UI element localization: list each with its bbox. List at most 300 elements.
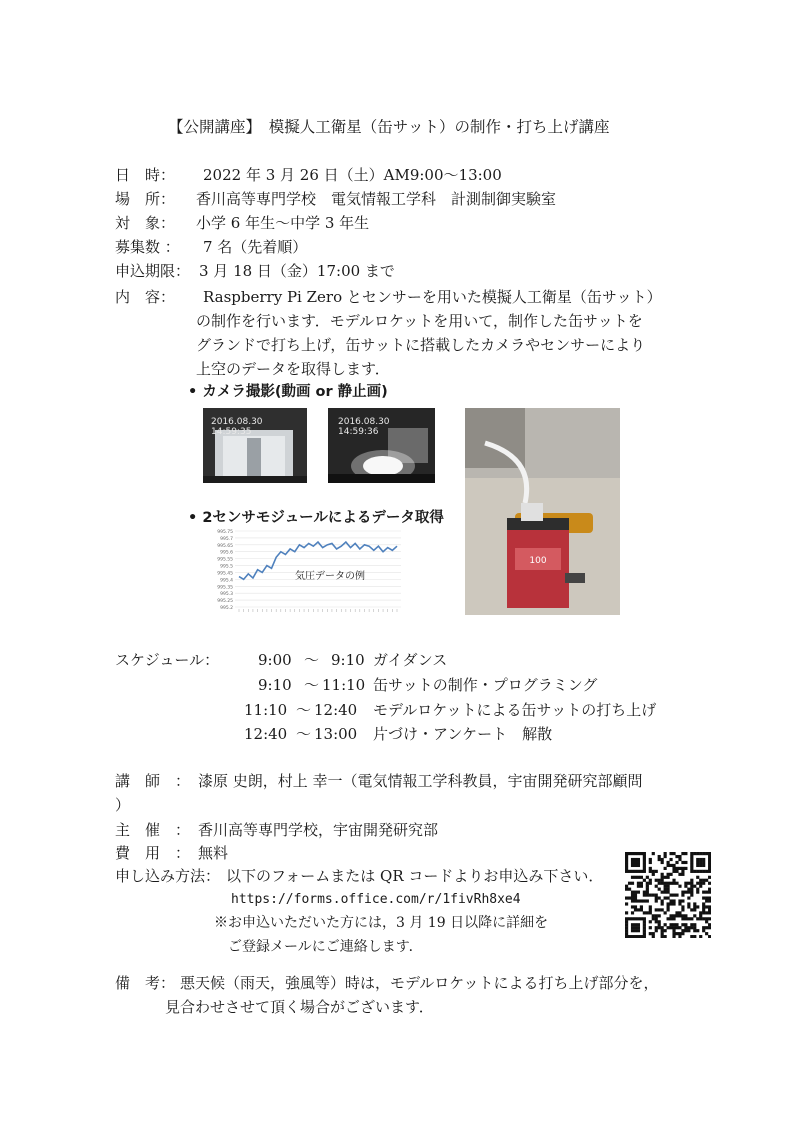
qr-module: [681, 914, 684, 917]
qr-module: [702, 870, 705, 873]
photo-1-timestamp: 2016.08.30 14:59:35: [211, 417, 272, 437]
qr-module: [640, 899, 643, 902]
schedule-row-2-start: 9:10: [258, 676, 292, 694]
qr-module: [646, 876, 649, 879]
qr-module: [702, 905, 705, 908]
qr-module: [643, 870, 646, 873]
qr-module: [672, 879, 675, 882]
qr-module: [681, 917, 684, 920]
chart-y-tick-label: 995.65: [217, 543, 233, 549]
qr-module: [678, 911, 681, 914]
qr-module: [678, 899, 681, 902]
qr-module: [672, 926, 675, 929]
chart-y-tick-label: 995.5: [220, 564, 233, 570]
qr-module: [637, 929, 640, 932]
schedule-row-2-sep: 〜: [304, 676, 320, 694]
schedule-row-2-desc: 缶サットの制作・プログラミング: [373, 676, 598, 694]
qr-module: [687, 926, 690, 929]
qr-module: [675, 861, 678, 864]
qr-module: [637, 935, 640, 938]
qr-module: [693, 935, 696, 938]
qr-module: [646, 899, 649, 902]
content-line-3: グランドで打ち上げ，缶サットに搭載したカメラやセンサーにより: [196, 336, 646, 354]
qr-module: [643, 894, 646, 897]
qr-module: [625, 864, 628, 867]
qr-module: [646, 911, 649, 914]
qr-module: [637, 923, 640, 926]
target-value: 小学 6 年生～中学 3 年生: [196, 214, 370, 232]
qr-module: [658, 882, 661, 885]
qr-module: [637, 899, 640, 902]
qr-module: [681, 923, 684, 926]
camera-heading: • カメラ撮影(動画 or 静止画): [188, 384, 388, 400]
qr-module: [661, 929, 664, 932]
qr-module: [640, 885, 643, 888]
qr-module: [658, 858, 661, 861]
date-value: 2022 年 3 月 26 日（土）AM9:00～13:00: [203, 166, 502, 184]
qr-module: [649, 858, 652, 861]
qr-module: [669, 858, 672, 861]
qr-module: [658, 855, 661, 858]
qr-module: [705, 891, 708, 894]
qr-module: [664, 852, 667, 855]
qr-module: [649, 870, 652, 873]
qr-module: [705, 911, 708, 914]
qr-module: [631, 929, 634, 932]
camera-photo-1: [203, 408, 307, 483]
qr-module: [708, 855, 711, 858]
qr-module: [681, 929, 684, 932]
qr-module: [640, 908, 643, 911]
qr-module: [667, 861, 670, 864]
qr-module: [631, 917, 634, 920]
qr-module: [637, 885, 640, 888]
qr-module: [649, 861, 652, 864]
qr-module: [678, 858, 681, 861]
qr-module: [631, 891, 634, 894]
qr-module: [655, 908, 658, 911]
qr-module: [681, 870, 684, 873]
qr-module: [646, 894, 649, 897]
qr-module: [643, 858, 646, 861]
qr-module: [667, 902, 670, 905]
chart-y-tick-label: 995.45: [217, 571, 233, 577]
qr-module: [690, 923, 693, 926]
qr-module: [672, 929, 675, 932]
qr-module: [652, 870, 655, 873]
qr-module: [708, 876, 711, 879]
qr-module: [672, 852, 675, 855]
qr-module: [634, 876, 637, 879]
qr-module: [661, 882, 664, 885]
qr-module: [687, 902, 690, 905]
qr-module: [634, 929, 637, 932]
qr-module: [705, 920, 708, 923]
qr-module: [669, 899, 672, 902]
qr-module: [696, 917, 699, 920]
qr-module: [690, 891, 693, 894]
qr-module: [669, 902, 672, 905]
qr-module: [655, 894, 658, 897]
qr-module: [667, 864, 670, 867]
qr-module: [672, 935, 675, 938]
qr-module: [661, 899, 664, 902]
fee-label: 費 用 ：: [115, 844, 191, 862]
content-line-1: Raspberry Pi Zero とセンサーを用いた模擬人工衛星（缶サット）: [203, 288, 662, 306]
qr-module: [637, 917, 640, 920]
qr-module: [661, 876, 664, 879]
qr-module: [634, 923, 637, 926]
schedule-row-3-desc: モデルロケットによる缶サットの打ち上げ: [373, 701, 657, 719]
qr-module: [652, 873, 655, 876]
lecturer-line-1: 漆原 史朗，村上 幸一（電気情報工学科教員，宇宙開発研究部顧問: [198, 772, 643, 790]
qr-module: [678, 855, 681, 858]
qr-module: [631, 861, 634, 864]
qr-module: [634, 926, 637, 929]
qr-module: [643, 864, 646, 867]
apply-url[interactable]: https://forms.office.com/r/1fivRh8xe4: [231, 892, 521, 907]
qr-module: [705, 852, 708, 855]
qr-module: [631, 935, 634, 938]
qr-module: [690, 855, 693, 858]
qr-module: [669, 914, 672, 917]
qr-module: [640, 882, 643, 885]
qr-module: [643, 920, 646, 923]
qr-module: [672, 882, 675, 885]
qr-module: [646, 891, 649, 894]
qr-module: [708, 899, 711, 902]
qr-module: [631, 911, 634, 914]
qr-module: [675, 911, 678, 914]
qr-module: [669, 926, 672, 929]
apply-value: 以下のフォームまたは QR コードよりお申込み下さい．: [226, 867, 604, 885]
qr-module: [634, 891, 637, 894]
chart-caption: 気圧データの例: [295, 571, 365, 582]
qr-module: [667, 905, 670, 908]
qr-module: [631, 882, 634, 885]
qr-code[interactable]: [625, 852, 711, 938]
qr-module: [625, 932, 628, 935]
qr-module: [661, 861, 664, 864]
qr-module: [687, 888, 690, 891]
qr-module: [634, 861, 637, 864]
qr-module: [649, 932, 652, 935]
qr-module: [658, 920, 661, 923]
qr-module: [667, 888, 670, 891]
qr-module: [699, 852, 702, 855]
chart-y-tick-label: 995.4: [220, 578, 233, 584]
qr-module: [690, 861, 693, 864]
qr-module: [669, 882, 672, 885]
qr-module: [664, 882, 667, 885]
qr-module: [675, 882, 678, 885]
qr-module: [708, 852, 711, 855]
qr-module: [643, 929, 646, 932]
qr-module: [661, 902, 664, 905]
qr-module: [699, 882, 702, 885]
qr-module: [681, 852, 684, 855]
qr-module: [643, 899, 646, 902]
qr-module: [672, 864, 675, 867]
qr-module: [628, 935, 631, 938]
qr-module: [643, 861, 646, 864]
qr-module: [693, 885, 696, 888]
qr-module: [625, 852, 628, 855]
qr-module: [681, 899, 684, 902]
qr-module: [625, 867, 628, 870]
qr-module: [631, 876, 634, 879]
chart-y-tick-label: 995.3: [220, 592, 233, 598]
qr-module: [631, 864, 634, 867]
qr-module: [681, 873, 684, 876]
qr-module: [708, 926, 711, 929]
can-label: 100: [529, 556, 547, 566]
qr-module: [702, 902, 705, 905]
qr-module: [625, 896, 628, 899]
qr-module: [690, 882, 693, 885]
qr-module: [655, 917, 658, 920]
schedule-row-1-desc: ガイダンス: [373, 651, 448, 669]
qr-module: [699, 914, 702, 917]
qr-module: [631, 926, 634, 929]
chart-y-tick-label: 995.25: [217, 599, 233, 605]
capacity-value: 7 名（先着順）: [203, 238, 308, 256]
qr-module: [637, 852, 640, 855]
qr-module: [625, 920, 628, 923]
qr-module: [649, 911, 652, 914]
schedule-label: スケジュール：: [115, 651, 220, 669]
qr-module: [643, 855, 646, 858]
qr-module: [708, 891, 711, 894]
qr-module: [708, 917, 711, 920]
qr-module: [693, 852, 696, 855]
remarks-line-1: 悪天候（雨天，強風等）時は，モデルロケットによる打ち上げ部分を，: [180, 974, 659, 992]
qr-module: [684, 929, 687, 932]
qr-module: [708, 882, 711, 885]
qr-module: [652, 852, 655, 855]
chart-y-tick-label: 995.2: [220, 606, 233, 611]
qr-module: [699, 858, 702, 861]
qr-module: [687, 917, 690, 920]
qr-module: [625, 870, 628, 873]
qr-module: [661, 858, 664, 861]
qr-module: [702, 882, 705, 885]
qr-module: [684, 861, 687, 864]
qr-module: [702, 864, 705, 867]
qr-module: [675, 855, 678, 858]
qr-module: [708, 923, 711, 926]
qr-module: [702, 861, 705, 864]
qr-module: [664, 911, 667, 914]
qr-module: [667, 891, 670, 894]
schedule-row-4-start: 12:40: [244, 725, 288, 743]
qr-module: [625, 935, 628, 938]
qr-module: [675, 926, 678, 929]
schedule-row-2-end: 11:10: [322, 676, 366, 694]
qr-module: [655, 870, 658, 873]
capacity-label: 募集数 ：: [115, 238, 180, 256]
qr-module: [672, 932, 675, 935]
qr-module: [628, 888, 631, 891]
qr-module: [634, 852, 637, 855]
qr-module: [684, 852, 687, 855]
qr-module: [687, 905, 690, 908]
qr-module: [625, 861, 628, 864]
content-line-2: の制作を行います．モデルロケットを用いて，制作した缶サットを: [196, 312, 643, 330]
qr-module: [672, 899, 675, 902]
qr-module: [634, 864, 637, 867]
qr-module: [655, 929, 658, 932]
qr-module: [696, 888, 699, 891]
qr-module: [664, 923, 667, 926]
qr-module: [625, 926, 628, 929]
qr-module: [634, 896, 637, 899]
qr-module: [634, 870, 637, 873]
qr-module: [661, 873, 664, 876]
qr-module: [702, 926, 705, 929]
qr-module: [699, 911, 702, 914]
organizer-label: 主 催 ：: [115, 821, 191, 839]
place-label: 場 所：: [115, 190, 176, 208]
qr-module: [690, 867, 693, 870]
qr-module: [708, 905, 711, 908]
place-value: 香川高等専門学校 電気情報工学科 計測制御実験室: [196, 190, 557, 208]
qr-module: [658, 923, 661, 926]
qr-module: [631, 894, 634, 897]
qr-module: [681, 867, 684, 870]
qr-module: [637, 870, 640, 873]
photo-2-timestamp: 2016.08.30 14:59:36: [338, 417, 399, 437]
qr-module: [634, 899, 637, 902]
qr-module: [672, 902, 675, 905]
qr-module: [681, 908, 684, 911]
qr-module: [672, 870, 675, 873]
qr-module: [687, 891, 690, 894]
qr-module: [655, 896, 658, 899]
qr-module: [646, 888, 649, 891]
qr-module: [658, 908, 661, 911]
qr-module: [678, 935, 681, 938]
qr-module: [675, 923, 678, 926]
qr-module: [708, 870, 711, 873]
qr-module: [655, 885, 658, 888]
qr-module: [693, 908, 696, 911]
remarks-label: 備 考：: [115, 974, 176, 992]
qr-module: [696, 905, 699, 908]
qr-module: [693, 870, 696, 873]
qr-module: [661, 891, 664, 894]
qr-module: [675, 932, 678, 935]
qr-module: [664, 855, 667, 858]
qr-module: [693, 923, 696, 926]
qr-module: [667, 926, 670, 929]
qr-module: [631, 923, 634, 926]
cansat-photo-image: [465, 408, 620, 615]
qr-module: [628, 917, 631, 920]
qr-module: [705, 917, 708, 920]
qr-module: [643, 891, 646, 894]
qr-module: [655, 926, 658, 929]
qr-module: [708, 867, 711, 870]
qr-module: [705, 879, 708, 882]
qr-module: [649, 894, 652, 897]
qr-module: [690, 894, 693, 897]
qr-module: [708, 888, 711, 891]
qr-module: [667, 882, 670, 885]
qr-module: [669, 917, 672, 920]
qr-module: [664, 888, 667, 891]
schedule-row-3-start: 11:10: [244, 701, 288, 719]
qr-module: [637, 864, 640, 867]
target-label: 対 象：: [115, 214, 176, 232]
qr-module: [655, 914, 658, 917]
qr-module: [661, 935, 664, 938]
qr-module: [684, 917, 687, 920]
qr-module: [643, 911, 646, 914]
qr-module: [664, 885, 667, 888]
qr-module: [658, 914, 661, 917]
qr-module: [705, 899, 708, 902]
qr-module: [702, 858, 705, 861]
qr-module: [667, 908, 670, 911]
qr-module: [637, 882, 640, 885]
schedule-row-1-end: 9:10: [331, 651, 365, 669]
apply-label: 申し込み方法：: [115, 867, 221, 885]
qr-module: [643, 917, 646, 920]
qr-module: [637, 858, 640, 861]
qr-module: [631, 852, 634, 855]
qr-module: [696, 870, 699, 873]
deadline-label: 申込期限：: [115, 262, 191, 280]
qr-module: [675, 870, 678, 873]
qr-module: [625, 858, 628, 861]
qr-module: [693, 905, 696, 908]
qr-module: [681, 905, 684, 908]
qr-module: [634, 935, 637, 938]
qr-module: [705, 896, 708, 899]
qr-module: [652, 932, 655, 935]
qr-module: [672, 914, 675, 917]
qr-module: [705, 932, 708, 935]
chart-y-tick-label: 995.6: [220, 550, 233, 556]
qr-module: [669, 894, 672, 897]
qr-module: [637, 861, 640, 864]
qr-module: [646, 882, 649, 885]
qr-module: [631, 870, 634, 873]
qr-module: [667, 873, 670, 876]
qr-module: [664, 891, 667, 894]
qr-module: [655, 899, 658, 902]
qr-module: [684, 882, 687, 885]
qr-module: [690, 852, 693, 855]
qr-module: [702, 852, 705, 855]
qr-module: [678, 885, 681, 888]
cansat-photo: [465, 408, 620, 615]
qr-module: [690, 858, 693, 861]
qr-module: [661, 926, 664, 929]
qr-module: [640, 852, 643, 855]
qr-module: [672, 917, 675, 920]
qr-module: [661, 879, 664, 882]
qr-module: [696, 891, 699, 894]
qr-module: [661, 932, 664, 935]
lecturer-line-2: ）: [115, 796, 131, 814]
qr-module: [667, 896, 670, 899]
qr-module: [693, 926, 696, 929]
qr-module: [699, 885, 702, 888]
qr-module: [690, 864, 693, 867]
qr-module: [634, 917, 637, 920]
